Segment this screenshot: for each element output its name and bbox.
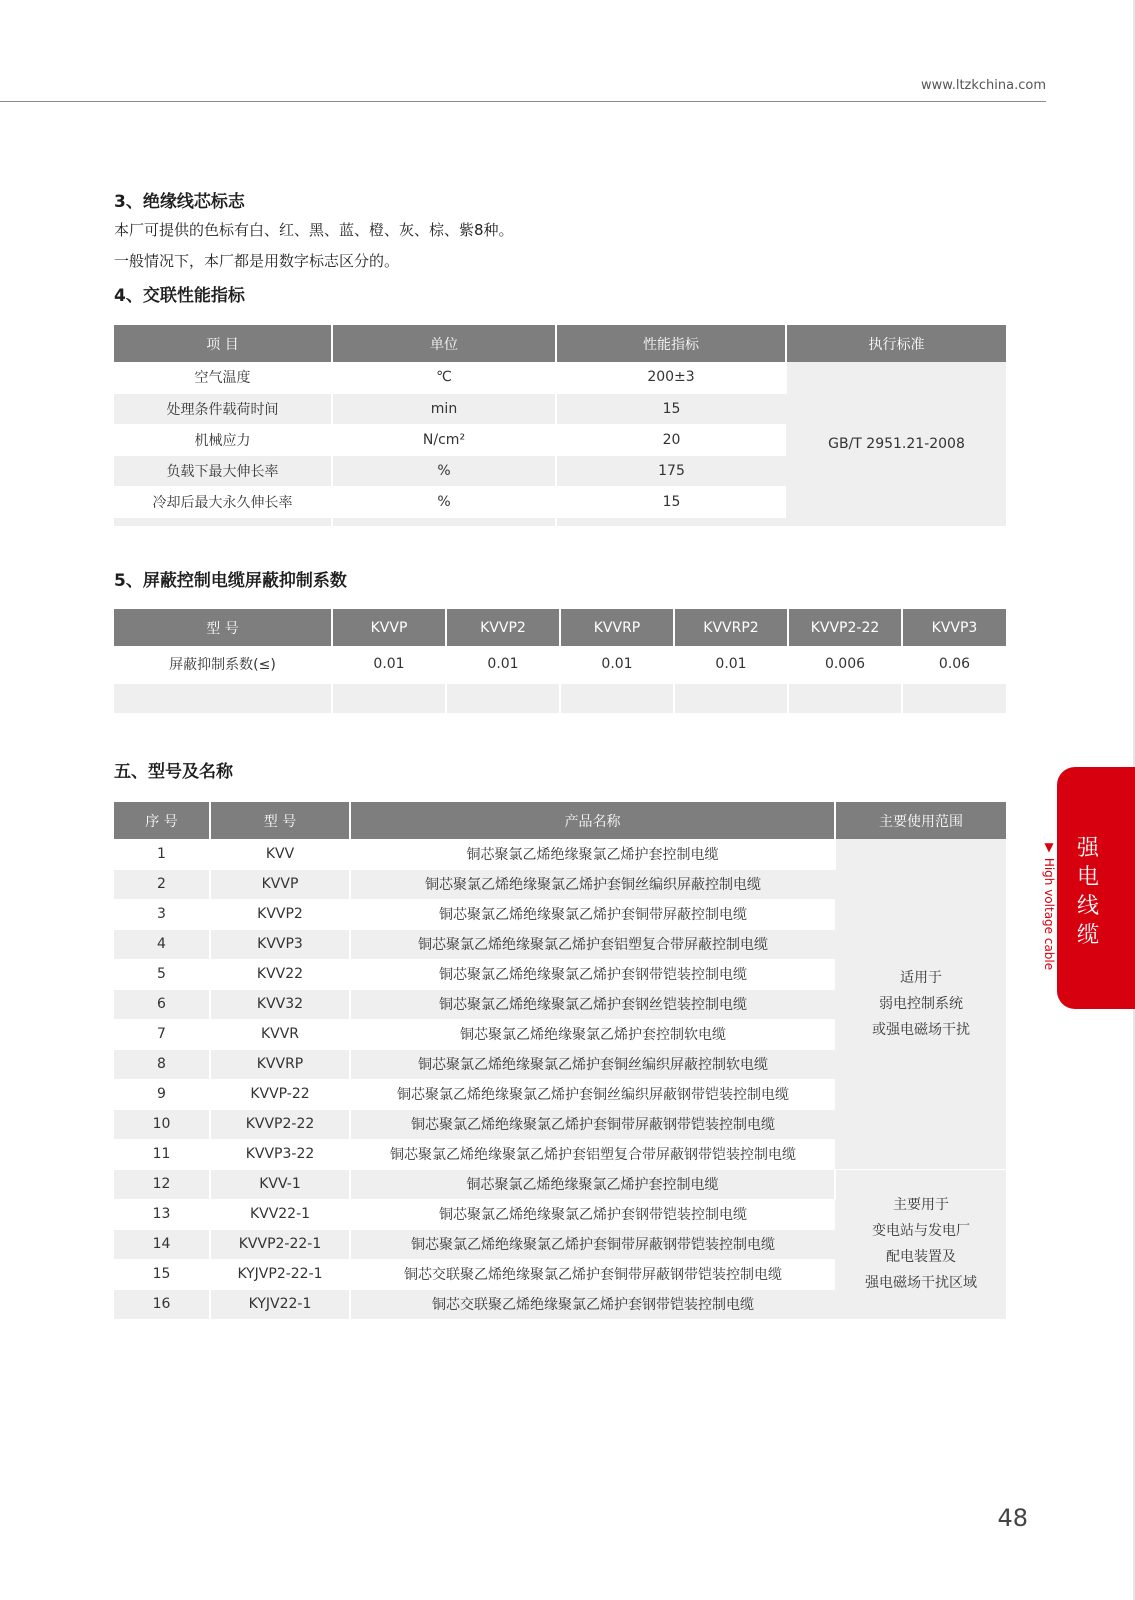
model-cell: KVVP-22 [210,1079,350,1109]
col-header-model: 型 号 [114,609,332,646]
model-cell: KVV22-1 [210,1199,350,1229]
section6-title: 五、型号及名称 [114,762,233,782]
model-cell: KYJVP2-22-1 [210,1259,350,1289]
col-header-kvvp2-22: KVVP2-22 [788,609,902,646]
seq-cell: 14 [114,1229,210,1259]
table-cell: 15 [556,486,786,517]
usage-line: 或强电磁场干扰 [872,1021,970,1038]
usage-line: 强电磁场干扰区域 [865,1275,977,1291]
col-header-kvvp2: KVVP2 [446,609,560,646]
product-name-cell: 铜芯聚氯乙烯绝缘聚氯乙烯护套控制电缆 [350,839,835,869]
product-name-cell: 铜芯聚氯乙烯绝缘聚氯乙烯护套钢带铠装控制电缆 [350,959,835,989]
col-header-kvvrp: KVVRP [560,609,674,646]
product-name-cell: 铜芯聚氯乙烯绝缘聚氯乙烯护套钢带铠装控制电缆 [350,1199,835,1229]
table-cell: 0.06 [902,646,1006,683]
usage-line: 弱电控制系统 [879,995,963,1012]
model-cell: KVVP2-22-1 [210,1229,350,1259]
model-cell: KVVP3 [210,929,350,959]
table-cell: 屏蔽抑制系数(≤) [114,646,332,683]
empty-cell [902,683,1006,713]
header-rule [0,101,1046,102]
empty-cell [332,683,446,713]
empty-cell [560,683,674,713]
product-name-cell: 铜芯聚氯乙烯绝缘聚氯乙烯护套铜带屏蔽控制电缆 [350,899,835,929]
seq-cell: 8 [114,1049,210,1079]
model-cell: KVVP2 [210,899,350,929]
col-header-standard: 执行标准 [786,325,1006,362]
usage-line: 适用于 [900,969,942,986]
product-name-cell: 铜芯聚氯乙烯绝缘聚氯乙烯护套铜丝编织屏蔽控制电缆 [350,869,835,899]
product-name-cell: 铜芯聚氯乙烯绝缘聚氯乙烯护套铜带屏蔽钢带铠装控制电缆 [350,1229,835,1259]
seq-cell: 2 [114,869,210,899]
model-cell: KYJV22-1 [210,1289,350,1319]
empty-cell [114,517,332,526]
seq-cell: 3 [114,899,210,929]
model-name-table [114,802,1006,1320]
table-cell: 空气温度 [114,362,332,393]
table-cell: 机械应力 [114,424,332,455]
product-name-cell: 铜芯聚氯乙烯绝缘聚氯乙烯护套铝塑复合带屏蔽控制电缆 [350,929,835,959]
model-table-body [114,839,1006,1319]
model-cell: KVVR [210,1019,350,1049]
table-cell: 15 [556,393,786,424]
model-cell: KVVP2-22 [210,1109,350,1139]
empty-cell [556,517,786,526]
side-tab-label: 强电线缆 [1076,836,1099,948]
website-url: www.ltzkchina.com [921,78,1046,93]
empty-cell [446,683,560,713]
col-header-kvvp3: KVVP3 [902,609,1006,646]
table-cell: 冷却后最大永久伸长率 [114,486,332,517]
table-cell: 0.01 [446,646,560,683]
table-cell: 200±3 [556,362,786,393]
table-cell: 175 [556,455,786,486]
shield-coefficient-table [114,609,1006,714]
side-tab-english-label: ▼ High voltage cable [1042,840,1056,971]
table-cell: 处理条件载荷时间 [114,393,332,424]
usage-line: 变电站与发电厂 [872,1223,970,1239]
empty-cell [788,683,902,713]
section3-line2: 一般情况下，本厂都是用数字标志区分的。 [114,252,400,270]
table-cell: 0.01 [560,646,674,683]
model-cell: KVV-1 [210,1169,350,1199]
model-cell: KVV [210,839,350,869]
empty-cell [332,517,556,526]
table-row [114,839,1006,869]
col-header-unit: 单位 [332,325,556,362]
col-header-usage: 主要使用范围 [835,802,1006,839]
table-row [114,1169,1006,1199]
empty-cell [114,683,332,713]
product-name-cell: 铜芯聚氯乙烯绝缘聚氯乙烯护套铝塑复合带屏蔽钢带铠装控制电缆 [350,1139,835,1169]
empty-cell [674,683,788,713]
seq-cell: 10 [114,1109,210,1139]
model-cell: KVV32 [210,989,350,1019]
col-header-kvvrp2: KVVRP2 [674,609,788,646]
usage-line: 配电装置及 [886,1249,956,1265]
col-header-seq: 序 号 [114,802,210,839]
model-cell: KVVP3-22 [210,1139,350,1169]
table-cell: 0.01 [332,646,446,683]
section5-title: 5、屏蔽控制电缆屏蔽抑制系数 [114,571,347,591]
seq-cell: 16 [114,1289,210,1319]
section3-title: 3、绝缘线芯标志 [114,192,245,212]
usage-cell-weak-current [835,839,1006,1169]
table-cell: N/cm² [332,424,556,455]
usage-line: 主要用于 [893,1197,949,1213]
table-row-empty [114,683,1006,713]
table-cell: min [332,393,556,424]
page-number: 48 [997,1504,1028,1532]
seq-cell: 6 [114,989,210,1019]
model-cell: KVVRP [210,1049,350,1079]
table-cell: % [332,455,556,486]
product-name-cell: 铜芯交联聚乙烯绝缘聚氯乙烯护套铜带屏蔽钢带铠装控制电缆 [350,1259,835,1289]
seq-cell: 9 [114,1079,210,1109]
seq-cell: 11 [114,1139,210,1169]
product-name-cell: 铜芯聚氯乙烯绝缘聚氯乙烯护套铜丝编织屏蔽控制软电缆 [350,1049,835,1079]
usage-cell-substation [835,1169,1006,1319]
seq-cell: 1 [114,839,210,869]
seq-cell: 7 [114,1019,210,1049]
product-name-cell: 铜芯聚氯乙烯绝缘聚氯乙烯护套钢丝铠装控制电缆 [350,989,835,1019]
product-name-cell: 铜芯聚氯乙烯绝缘聚氯乙烯护套铜丝编织屏蔽钢带铠装控制电缆 [350,1079,835,1109]
product-name-cell: 铜芯聚氯乙烯绝缘聚氯乙烯护套铜带屏蔽钢带铠装控制电缆 [350,1109,835,1139]
table-cell: 20 [556,424,786,455]
product-name-cell: 铜芯聚氯乙烯绝缘聚氯乙烯护套控制软电缆 [350,1019,835,1049]
table-cell: 负载下最大伸长率 [114,455,332,486]
seq-cell: 13 [114,1199,210,1229]
table-cell: 0.006 [788,646,902,683]
seq-cell: 15 [114,1259,210,1289]
seq-cell: 4 [114,929,210,959]
table-row [114,362,1006,393]
model-cell: KVV22 [210,959,350,989]
product-name-cell: 铜芯聚氯乙烯绝缘聚氯乙烯护套控制电缆 [350,1169,835,1199]
crosslink-performance-table [114,325,1006,527]
col-header-index: 性能指标 [556,325,786,362]
product-name-cell: 铜芯交联聚乙烯绝缘聚氯乙烯护套钢带铠装控制电缆 [350,1289,835,1319]
table-cell: % [332,486,556,517]
table-cell: ℃ [332,362,556,393]
col-header-item: 项 目 [114,325,332,362]
section4-title: 4、交联性能指标 [114,286,245,306]
col-header-model: 型 号 [210,802,350,839]
table-cell: 0.01 [674,646,788,683]
table-row [114,646,1006,683]
seq-cell: 5 [114,959,210,989]
section3-line1: 本厂可提供的色标有白、红、黑、蓝、橙、灰、棕、紫8种。 [114,221,514,239]
model-cell: KVVP [210,869,350,899]
col-header-kvvp: KVVP [332,609,446,646]
standard-cell: GB/T 2951.21-2008 [786,362,1006,526]
col-header-product-name: 产品名称 [350,802,835,839]
seq-cell: 12 [114,1169,210,1199]
